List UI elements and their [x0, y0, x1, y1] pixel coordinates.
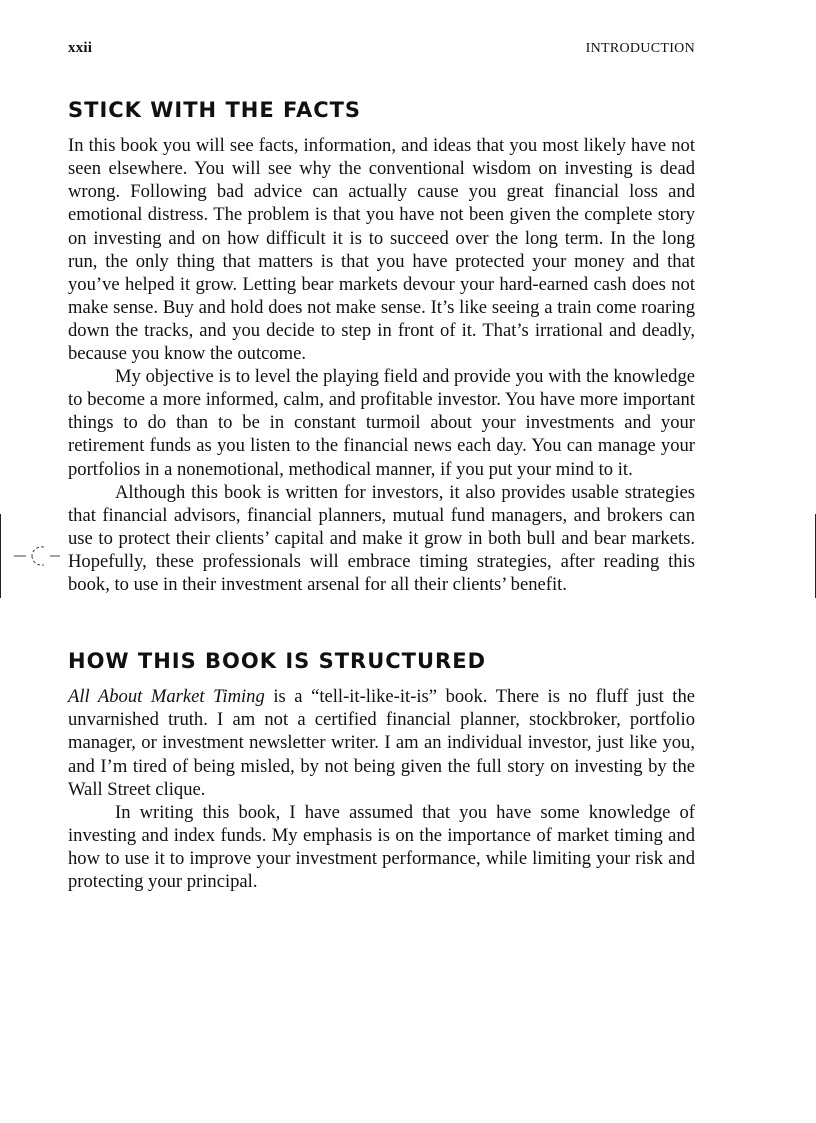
page-number: xxii [68, 40, 93, 56]
registration-mark-icon [14, 541, 64, 571]
paragraph: Although this book is written for investors, it also provides usable strategies that financial advisors, financial planners, mutual fund managers, and brokers can use to protect their clients’ capital and make it grow in both bull and bear markets. Hopefully, these professionals will embrace timing strategies, after reading this book, to use in their investment arsenal for all their clients’ benefit. [68, 481, 695, 595]
crop-mark-left [0, 514, 1, 598]
section-heading-structure: HOW THIS BOOK IS STRUCTURED [68, 649, 487, 674]
paragraph-text: is a “tell-it-like-it-is” book. There is no fluff just the unvarnished truth. I am not a certified financial planner, stockbroker, portfolio manager, or investment newsletter writer. I am an individual investor, just like you, and I’m tired of being misled, by not being given the full story on investing by the Wall Street clique. [68, 686, 695, 800]
section-heading-facts: STICK WITH THE FACTS [68, 98, 362, 122]
running-title: INTRODUCTION [585, 41, 695, 56]
page-body [68, 98, 695, 893]
running-head [68, 40, 695, 57]
book-title: All About Market Timing [68, 686, 265, 708]
paragraph: In writing this book, I have assumed that you have some knowledge of investing and index funds. My emphasis is on the importance of market timing and how to use it to improve your investment performance, while limiting your risk and protecting your principal. [68, 801, 695, 892]
paragraph: My objective is to level the playing field and provide you with the knowledge to become a more informed, calm, and profitable investor. You have more important things to do than to be in constant turmoil about your investments and your retirement funds as you listen to the financial news each day. You can manage your portfolios in a nonemotional, methodical manner, if you put your mind to it. [68, 366, 695, 480]
paragraph: In this book you will see facts, information, and ideas that you most likely have not seen elsewhere. You will see why the conventional wisdom on investing is dead wrong. Following bad advice can actually cause you great financial loss and emotional distress. The problem is that you have not been given the complete story on investing and on how difficult it is to succeed over the long term. In the long run, the only thing that matters is that you have protected your money and that you’ve helped it grow. Letting bear markets devour your hard-earned cash does not make sense. Buy and hold does not make sense. It’s like seeing a train come roaring down the tracks, and you decide to step in front of it. That’s irrational and deadly, because you know the outcome. [68, 135, 695, 365]
paragraph [68, 685, 695, 800]
